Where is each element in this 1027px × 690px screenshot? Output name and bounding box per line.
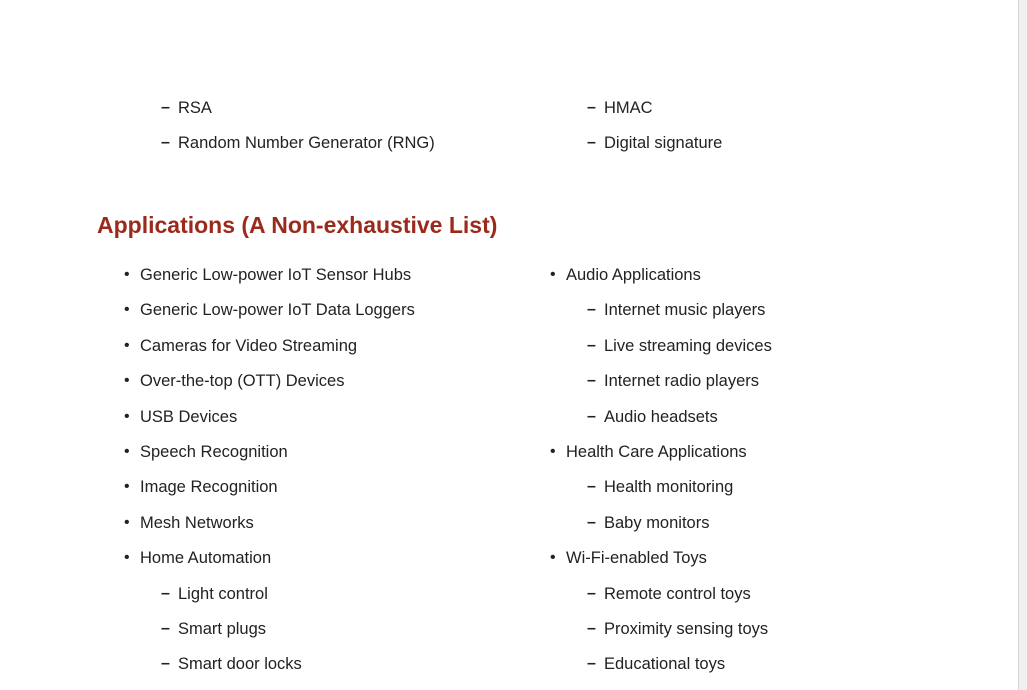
dash-bullet-icon: – [587,408,596,425]
dash-bullet-icon: – [161,99,170,116]
list-item-text: Random Number Generator (RNG) [178,134,435,152]
list-item-text: Internet music players [604,301,766,319]
list-item-text: Digital signature [604,134,723,152]
bullet-icon: • [124,337,130,354]
list-item-text: Over-the-top (OTT) Devices [140,372,345,390]
dash-bullet-icon: – [587,620,596,637]
list-item-text: Mesh Networks [140,514,254,532]
dash-bullet-icon: – [161,585,170,602]
list-item-text: Internet radio players [604,372,760,390]
list-item-text: Smart plugs [178,620,267,638]
bullet-icon: • [124,443,130,460]
list-item-text: Generic Low-power IoT Data Loggers [140,301,415,319]
dash-bullet-icon: – [161,134,170,151]
dash-bullet-icon: – [161,655,170,672]
list-item-text: Audio headsets [604,408,718,426]
list-item-text: Live streaming devices [604,337,772,355]
dash-bullet-icon: – [587,514,596,531]
list-item-text: Smart door locks [178,655,302,673]
list-item-text: Educational toys [604,655,726,673]
bullet-icon: • [550,549,556,566]
dash-bullet-icon: – [587,478,596,495]
bullet-icon: • [124,372,130,389]
bullet-icon: • [124,549,130,566]
dash-bullet-icon: – [587,337,596,354]
bullet-icon: • [124,514,130,531]
list-item-text: RSA [178,99,212,117]
dash-bullet-icon: – [587,585,596,602]
list-item-text: Wi-Fi-enabled Toys [566,549,707,567]
bullet-icon: • [124,301,130,318]
list-item-text: Generic Low-power IoT Sensor Hubs [140,266,412,284]
list-item-text: Speech Recognition [140,443,288,461]
page-edge-scrollbar[interactable] [1018,0,1027,690]
list-item-text: Audio Applications [566,266,701,284]
list-item-text: Remote control toys [604,585,751,603]
list-item-text: Baby monitors [604,514,710,532]
bullet-icon: • [124,266,130,283]
list-item-text: Cameras for Video Streaming [140,337,358,355]
list-item-text: Health monitoring [604,478,734,496]
bullet-icon: • [550,266,556,283]
bullet-icon: • [124,478,130,495]
dash-bullet-icon: – [587,301,596,318]
list-item-text: Light control [178,585,268,603]
list-item-text: Health Care Applications [566,443,747,461]
list-item-text: USB Devices [140,408,238,426]
list-item-text: HMAC [604,99,653,117]
list-item-text: Proximity sensing toys [604,620,769,638]
section-heading: Applications (A Non-exhaustive List) [97,212,498,238]
list-item-text: Image Recognition [140,478,278,496]
dash-bullet-icon: – [587,372,596,389]
bullet-icon: • [550,443,556,460]
dash-bullet-icon: – [587,655,596,672]
dash-bullet-icon: – [587,134,596,151]
dash-bullet-icon: – [587,99,596,116]
dash-bullet-icon: – [161,620,170,637]
list-item-text: Home Automation [140,549,272,567]
bullet-icon: • [124,408,130,425]
